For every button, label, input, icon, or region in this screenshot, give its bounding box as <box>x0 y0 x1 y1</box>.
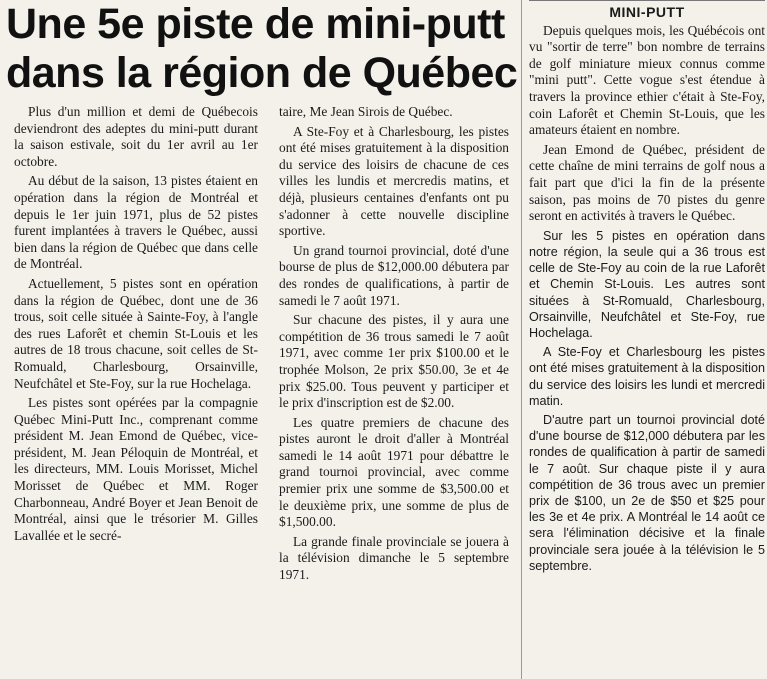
paragraph: A Ste-Foy et à Charlesbourg, les pistes ont été mises gratuitement à la disposition du service des loisirs de chacune de ces villes les lundis et mercredis matins, et déjà, plusieurs centaines d'enfants ont pu s'adonner à cette nouvelle discipline sportive. <box>279 123 509 239</box>
paragraph: Plus d'un million et demi de Québecois deviendront des adeptes du mini-putt durant la saison estivale, soit du 1er avril au 1er octobre. <box>14 104 258 169</box>
paragraph: Sur chacune des pistes, il y aura une compétition de 36 trous samedi le 7 août 1971, avec comme 1er prix $100.00 et le trophée Molson, 2e prix $50.00, 3e et 4e prix $25.00. Tous peuvent y participer et le prix d'inscription est de $2.00. <box>279 312 509 411</box>
column-divider <box>521 0 522 679</box>
paragraph: Les quatre premiers de chacune des pistes auront le droit d'aller à Montréal samedi le 14 août 1971 pour débattre le grand tournoi provincial, avec comme premier prix une somme de $3,500.00 et le deuxième prix, une somme de plus de $1,500.00. <box>279 414 509 530</box>
paragraph: taire, Me Jean Sirois de Québec. <box>279 104 453 119</box>
sidebar-article-section-2 <box>529 228 765 574</box>
paragraph: Au début de la saison, 13 pistes étaient en opération dans la région de Montréal et depuis le 1er juin 1971, plus de 52 pistes furent implantées à travers le Québec, aussi bien dans la région de Québec que dans celle de Montréal. <box>14 173 258 272</box>
sidebar-article <box>529 0 765 679</box>
paragraph: Actuellement, 5 pistes sont en opération dans la région de Québec, dont une de 36 trous, soit celle située à Sainte-Foy, à l'angle des rues Laforêt et chemin St-Louis et les autres de 18 trous chacune, soit celles de St-Romuald, Charlesbourg, Orsainville, Neufchâtel et Ste-Foy, sur la rue Hochelaga. <box>14 275 258 391</box>
paragraph: Depuis quelques mois, les Québécois ont vu "sortir de terre" bon nombre de terrains de golf miniature mieux connus comme "mini putt". Cette vogue s'est étendue à travers la province ethier c'était à Ste-Foy, coin Laforêt et Chemin St-Louis, que les amateurs étaient en nombre. <box>529 22 765 138</box>
sidebar-heading: MINI-PUTT <box>529 0 765 21</box>
paragraph: Les pistes sont opérées par la compagnie Québec Mini-Putt Inc., comprenant comme président M. Jean Emond de Québec, vice-président, M. Jean Péloquin de Montréal, et les directeurs, MM. Louis Morisset, Michel Morisset de Québec et MM. Roger Charbonneau, André Boyer et Jean Benoit de Montréal, ainsi que le trésorier M. Gilles Lavallée et le secré- <box>14 395 258 543</box>
article-column-1 <box>14 104 258 679</box>
headline-line-2: dans la région de Québec <box>6 49 518 97</box>
headline <box>6 0 521 98</box>
article-column-2 <box>279 104 509 679</box>
paragraph: A Ste-Foy et Charlesbourg les pistes ont été mises gratuitement à la disposition du service des loisirs les lundi et mercredi matin. <box>529 345 765 408</box>
paragraph: Sur les 5 pistes en opération dans notre région, la seule qui a 36 trous est celle de Ste-Foy au coin de la rue Laforêt et Chemin St-Louis. Les autres sont situées à St-Romuald, Charlesbourg, Orsainville, Neufchâtel et Ste-Foy, rue Hochelaga. <box>529 228 765 340</box>
paragraph: D'autre part un tournoi provincial doté d'une bourse de $12,000 débutera par les rondes de qualification à partir de samedi le 7 août. Sur chaque piste il y aura compétition de 36 trous avec un premier prix de $100, un 2e de $50 et $25 pour les 3e et 4e prix. A Montréal le 14 août ce sera l'élimination décisive et la finale provinciale sera jouée à la télévision le 5 septembre. <box>529 412 765 573</box>
paragraph: Jean Emond de Québec, président de cette chaîne de mini terrains de golf nous a fait part que d'ici la fin de la présente saison, pas moins de 70 pistes du genre seront en activités à travers le Québec. <box>529 141 765 224</box>
headline-line-1: Une 5e piste de mini-putt <box>6 0 505 48</box>
paragraph: Un grand tournoi provincial, doté d'une bourse de plus de $12,000.00 débutera par des rondes de qualifications, à partir de samedi le 7 août 1971. <box>279 242 509 308</box>
paragraph: La grande finale provinciale se jouera à la télévision dimanche le 5 septembre 1971. <box>279 533 509 583</box>
